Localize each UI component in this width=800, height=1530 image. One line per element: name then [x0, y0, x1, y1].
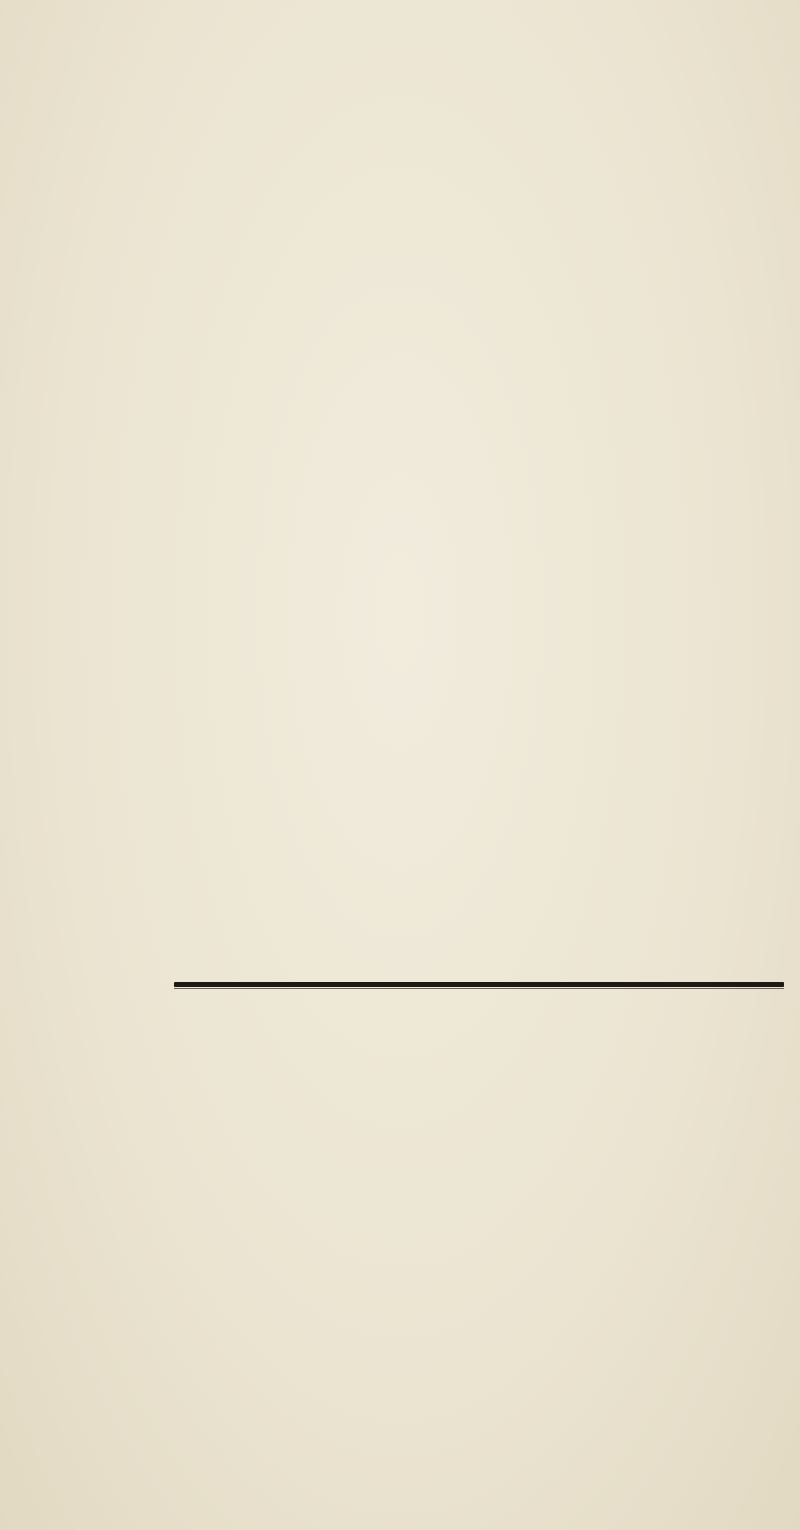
horizontal-rule	[174, 982, 784, 987]
page-header	[166, 62, 666, 102]
